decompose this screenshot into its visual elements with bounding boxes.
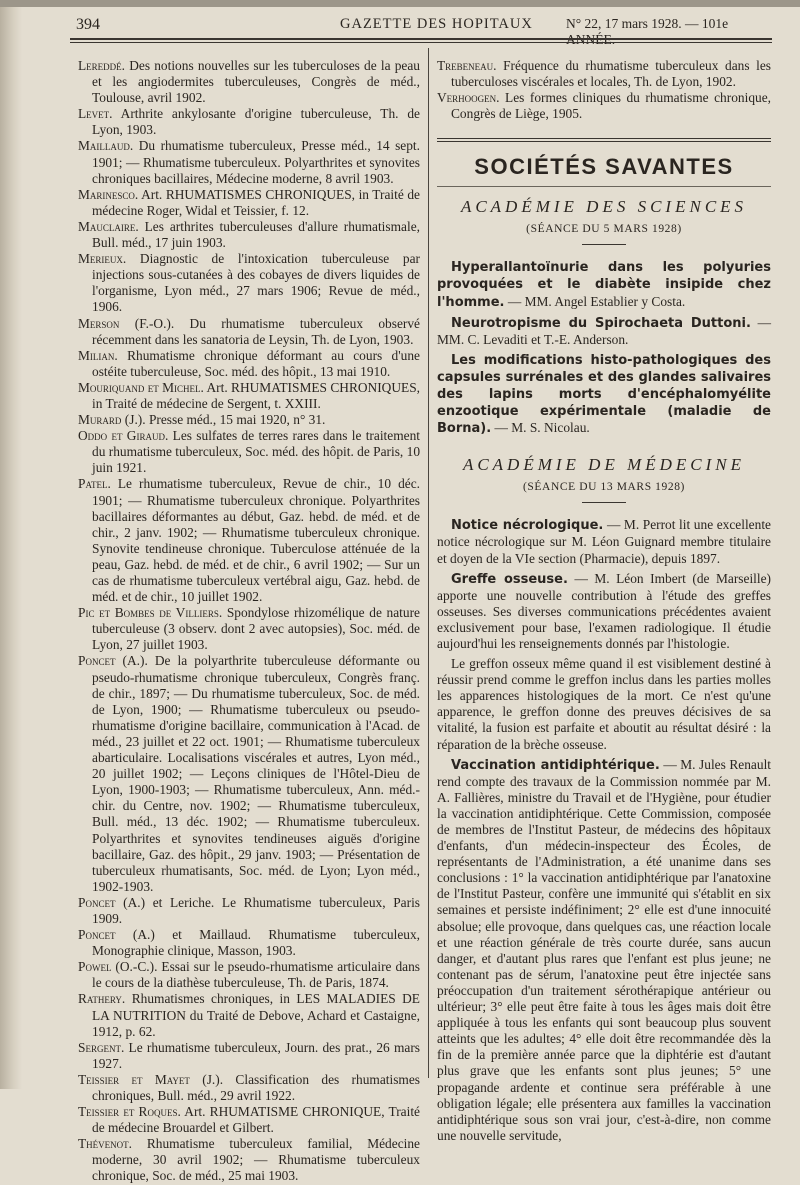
reference-text: Rhumatismes chroniques, in LES MALADIES DE LA NUTRITION du Traité de Debove, Achard et Castaigne, 1912, p. 62. bbox=[92, 991, 420, 1039]
reference-entry bbox=[437, 90, 771, 122]
reference-entry bbox=[78, 1072, 420, 1104]
reference-text: Rhumatisme tuberculeux familial, Médecine moderne, 30 avril 1902; — Rhumatisme tuberculeux chronique, Soc. de méd., 25 mai 1903. bbox=[92, 1136, 420, 1184]
necrologique-paragraph bbox=[437, 517, 771, 566]
reference-author: Lereddé. bbox=[78, 58, 126, 73]
reference-entry bbox=[78, 476, 420, 605]
reference-author: Teissier et Roques. bbox=[78, 1104, 181, 1120]
reference-entry bbox=[78, 106, 420, 138]
communication-entry bbox=[437, 352, 771, 437]
reference-author: Merieux. bbox=[78, 251, 127, 267]
communication-entry bbox=[437, 259, 771, 310]
reference-entry bbox=[78, 1136, 420, 1184]
reference-text: Les arthrites tuberculeuses d'allure rhumatismale, Bull. méd., 17 juin 1903. bbox=[92, 218, 420, 251]
reference-entry bbox=[78, 187, 420, 219]
greffe-title: Greffe osseuse. bbox=[451, 571, 568, 587]
reference-text: Arthrite ankylosante d'origine tuberculeuse, Th. de Lyon, 1903. bbox=[92, 106, 420, 138]
reference-author: Patel. bbox=[78, 476, 111, 492]
reference-text: Art. RHUMATISMES CHRONIQUES, in Traité de médecine Roger, Widal et Teissier, f. 12. bbox=[92, 186, 420, 218]
academie-sciences-items bbox=[437, 259, 771, 437]
reference-text: (O.-C.). Essai sur le pseudo-rhumatisme articulaire dans le cours de la diathèse tuberculeuse, Th. de Paris, 1874. bbox=[92, 959, 420, 991]
reference-author: Marinesco. bbox=[78, 186, 139, 202]
vaccination-text: — M. Jules Renault rend compte des travaux de la Commission nommée par M. A. Fallières, ministre du Travail et de l'Hygiène, pour étudier la vaccination antidiphtérique. Cette Commission, composée de membres de l'Institut Pasteur, de médecins des hôpitaux d'enfants, d'un médecin-inspecteur des Écoles, de représentants de l'Administration, a été unanime dans ses conclusions : 1° la vaccination antidiphtérique par l'anatoxine de l'Institut Pasteur, confère une immunité qui s'établit en six semaines et persiste indéfiniment; 2° elle est d'une innocuité absolue; elle provoque, dans quelques cas, une réaction locale et une réaction générale de très courte durée, sans aucun danger, et d'autant plus rares que l'enfant est plus jeune; ne contenant pas de sérum, l'anatoxine peut être injectée sans préoccupation d'un traitement sérothérapique antérieur ou ultérieur; 3° elle peut être faite à tous les âges mais doit être appliquée à tous les enfants qui sont beaucoup plus souvent atteints que les adultes; 4° elle doit être recommandée dès la fin de la première année parce que la diphtérie est d'autant plus grave que les enfants sont plus jeunes; 5° une propagande ardente et continue sera préférable à une obligation légale; elle présentera aux familles la vaccination antidiphtérique sous son vrai jour, c'est-à-dire, non comme une nouvelle servitude, bbox=[437, 756, 772, 1143]
reference-text: Le rhumatisme tuberculeux, Journ. des prat., 26 mars 1927. bbox=[92, 1039, 420, 1071]
communication-title: Les modifications histo-pathologiques des capsules surrénales et des glandes salivaires des lapins morts d'encéphalomyélite enzootique expérimentale (maladie de Borna). bbox=[437, 352, 771, 437]
reference-entry bbox=[78, 316, 420, 348]
communication-authors: — MM. C. Levaditi et T.-E. Anderson. bbox=[437, 314, 771, 347]
reference-text: Les sulfates de terres rares dans le traitement du rhumatisme tuberculeux, Soc. méd. des hôpit. de Paris, 10 juin 1921. bbox=[92, 428, 421, 476]
reference-text: Art. RHUMATISMES CHRONIQUES, in Traité de médecine de Sergent, t. XXIII. bbox=[92, 379, 421, 411]
right-column bbox=[437, 58, 771, 1148]
reference-text: (F.-O.). Du rhumatisme tuberculeux observé récemment dans les sanatoria de Leysin, Th. de Lyon, 1903. bbox=[92, 315, 420, 347]
reference-text: Du rhumatisme tuberculeux, Presse méd., 14 sept. 1901; — Rhumatisme tuberculeux. Polyarthrites et synovites chroniques bacillaires, Médecine moderne, 8 avril 1903. bbox=[92, 138, 420, 186]
necrologique-title: Notice nécrologique. bbox=[451, 518, 604, 534]
communication-title: Hyperallantoïnurie dans les polyuries provoquées et le diabète insipide chez l'homme. bbox=[437, 260, 771, 310]
reference-author: Poncet bbox=[78, 927, 116, 943]
reference-author: Pic et Bombes de Villiers. bbox=[78, 605, 223, 621]
short-rule bbox=[582, 502, 626, 503]
reference-author: Rathery. bbox=[78, 991, 126, 1007]
reference-author: Maillaud. bbox=[78, 138, 134, 154]
academie-sciences-heading: ACADÉMIE DES SCIENCES bbox=[460, 197, 748, 217]
reference-author: Merson bbox=[78, 315, 120, 331]
header-rule bbox=[70, 38, 772, 40]
reference-author: Teissier et Mayet bbox=[78, 1071, 190, 1087]
necrologique-text: — M. Perrot lit une excellente notice nécrologique sur M. Léon Guignard membre titulaire et doyen de la VIe section (Pharmacie), depuis 1897. bbox=[437, 517, 771, 566]
reference-text: Fréquence du rhumatisme tuberculeux dans les tuberculoses viscérales et locales, Th. de Lyon, 1902. bbox=[451, 58, 771, 90]
communication-title: Neurotropisme du Spirochaeta Duttoni. bbox=[451, 315, 751, 331]
communication-entry bbox=[437, 315, 771, 348]
page-binding-edge bbox=[0, 0, 22, 1089]
reference-entry bbox=[78, 991, 420, 1039]
reference-entry bbox=[78, 138, 420, 186]
page-top-strip bbox=[0, 0, 800, 7]
reference-entry bbox=[78, 653, 420, 894]
academie-medecine-session: (SÉANCE DU 13 MARS 1928) bbox=[523, 481, 685, 494]
reference-author: Poncet bbox=[78, 653, 116, 669]
academie-medecine-heading: ACADÉMIE DE MÉDECINE bbox=[462, 455, 746, 475]
greffe-paragraph-2: Le greffon osseux même quand il est visiblement destiné à réussir prend comme le greffon inclus dans les parties molles les apparences histologiques de la mort. Ce n'est qu'une apparence, le greffon donne des preuves décisives de sa vitalité, la fusion est parfaite et aboutit au résultat désiré : la réparation de la brèche osseuse. bbox=[437, 656, 771, 752]
column-divider bbox=[428, 48, 429, 1078]
reference-author: Verhoogen. bbox=[437, 90, 500, 106]
left-column bbox=[78, 58, 420, 1185]
reference-text: (J.). Presse méd., 15 mai 1920, n° 31. bbox=[121, 412, 326, 428]
reference-author: Poncet bbox=[78, 894, 116, 910]
reference-text: Le rhumatisme tuberculeux, Revue de chir., 10 déc. 1901; — Rhumatisme tuberculeux chronique. Polyarthrites bacillaires déformantes au début, Gaz. hebd. de méd. et de chir., 2 janv. 1902; — Rhumatisme tuberculeux chronique. Synovite tendineuse chronique. Tuberculose atténuée de la peau, Gaz. hebd. de méd. et de chir., 6 avril 1902; — Sur un cas de rhumatisme tuberculeux vertébral aigu, Gaz. hebd. de méd. et de chir., 10 juillet 1902. bbox=[92, 476, 420, 605]
vaccination-title: Vaccination antidiphtérique. bbox=[451, 757, 660, 773]
reference-entry bbox=[78, 412, 420, 428]
reference-author: Powel bbox=[78, 959, 112, 975]
reference-entry bbox=[78, 251, 420, 315]
reference-entry bbox=[78, 959, 420, 991]
short-rule bbox=[582, 244, 626, 245]
section-subrule bbox=[437, 186, 771, 187]
reference-text: (A.) et Leriche. Le Rhumatisme tuberculeux, Paris 1909. bbox=[92, 894, 420, 926]
reference-author: Levet. bbox=[78, 106, 113, 122]
reference-author: Trebeneau. bbox=[437, 58, 497, 73]
reference-list-continued bbox=[437, 58, 771, 122]
reference-entry bbox=[78, 1104, 420, 1136]
running-header bbox=[70, 14, 772, 47]
reference-entry bbox=[78, 428, 420, 476]
academie-sciences-session: (SÉANCE DU 5 MARS 1928) bbox=[526, 223, 682, 236]
communication-authors: — MM. Angel Establier y Costa. bbox=[504, 293, 686, 309]
reference-entry bbox=[78, 380, 420, 412]
reference-text: (A.) et Maillaud. Rhumatisme tuberculeux, Monographie clinique, Masson, 1903. bbox=[92, 927, 420, 959]
reference-text: Les formes cliniques du rhumatisme chronique, Congrès de Liège, 1905. bbox=[451, 90, 771, 122]
reference-text: (A.). De la polyarthrite tuberculeuse déformante ou pseudo-rhumatisme chronique tuberculeux, Congrès franç. de chir., 1897; — Du rhumatisme tuberculeux, Soc. de méd. de Lyon, 1900; — Rhumatisme tuberculeux ou pseudo-rhumatisme d'origine bacillaire, communication à l'Acad. de méd., 23 juillet et 22 oct. 1901; — Rhumatisme tuberculeux abarticulaire. Localisations viscérales et autres, Lyon méd., 20 juillet 1902; — Leçons cliniques de l'Hôtel-Dieu de Lyon, 1900-1903; — Rhumatisme tuberculeux, Ann. méd.-chir. du Centre, nov. 1902; — Rhumatisme tuberculeux, Bull. méd., 13 déc. 1902; — Rhumatisme tuberculeux. Polyarthrites et synovites tendineuses aiguës d'origine bacillaire, Gaz. des hôpit., 29 janv. 1903; — Présentation de tuberculeux rhumatisants, Soc. méd. de Lyon; Lyon méd., 1902-1903. bbox=[92, 653, 420, 894]
header-rule-thin bbox=[70, 42, 772, 43]
reference-author: Oddo et Giraud. bbox=[78, 428, 169, 444]
reference-entry bbox=[78, 219, 420, 251]
reference-text: Diagnostic de l'intoxication tuberculeuse par injections sous-cutanées à des cobayes de divers liquides de l'organisme, Lyon méd., 27 mars 1906; Revue de méd., 1906. bbox=[92, 251, 420, 315]
reference-entry bbox=[437, 58, 771, 90]
reference-entry bbox=[78, 1040, 420, 1072]
section-rule bbox=[437, 138, 771, 142]
page-number: 394 bbox=[76, 16, 100, 33]
reference-author: Milian. bbox=[78, 347, 118, 363]
communication-authors: — M. S. Nicolau. bbox=[491, 420, 590, 436]
reference-entry bbox=[78, 895, 420, 927]
reference-text: Art. RHUMATISME CHRONIQUE, Traité de médecine Brouardel et Gilbert. bbox=[92, 1104, 420, 1136]
reference-entry bbox=[78, 58, 420, 106]
reference-author: Murard bbox=[78, 412, 122, 428]
greffe-text: — M. Léon Imbert (de Marseille) apporte une nouvelle contribution à l'étude des greffes osseuses. Ses diverses communications précédentes avaient exclusivement pour base, l'examen radiologique. Il étudie aujourd'hui les renseignements donnés par l'histologie. bbox=[437, 570, 772, 651]
reference-entry bbox=[78, 348, 420, 380]
reference-text: Des notions nouvelles sur les tuberculoses de la peau et les angiodermites tuberculeuses, Congrès de méd., Toulouse, avril 1902. bbox=[92, 58, 420, 106]
greffe-paragraph bbox=[437, 571, 771, 652]
reference-text: (J.). Classification des rhumatismes chroniques, Bull. méd., 29 avril 1922. bbox=[92, 1071, 420, 1103]
reference-author: Mauclaire. bbox=[78, 218, 139, 234]
reference-author: Mouriquand et Michel. bbox=[78, 379, 204, 395]
vaccination-paragraph bbox=[437, 757, 771, 1144]
reference-entry bbox=[78, 927, 420, 959]
reference-text: Rhumatisme chronique déformant au cours d'une ostéite tuberculeuse, Soc. méd. des hôpit., 13 mai 1910. bbox=[92, 347, 420, 379]
reference-author: Thévenot. bbox=[78, 1136, 133, 1152]
reference-entry bbox=[78, 605, 420, 653]
section-title: SOCIÉTÉS SAVANTES bbox=[474, 154, 734, 180]
reference-text: Spondylose rhizomélique de nature tuberculeuse (3 observ. dont 2 avec autopsies), Soc. méd. de Lyon, 27 juillet 1903. bbox=[92, 605, 420, 653]
journal-title: GAZETTE DES HOPITAUX bbox=[340, 16, 533, 32]
issue-info: N° 22, 17 mars 1928. — 101e ANNÉE. bbox=[566, 16, 729, 47]
reference-author: Sergent. bbox=[78, 1039, 125, 1055]
